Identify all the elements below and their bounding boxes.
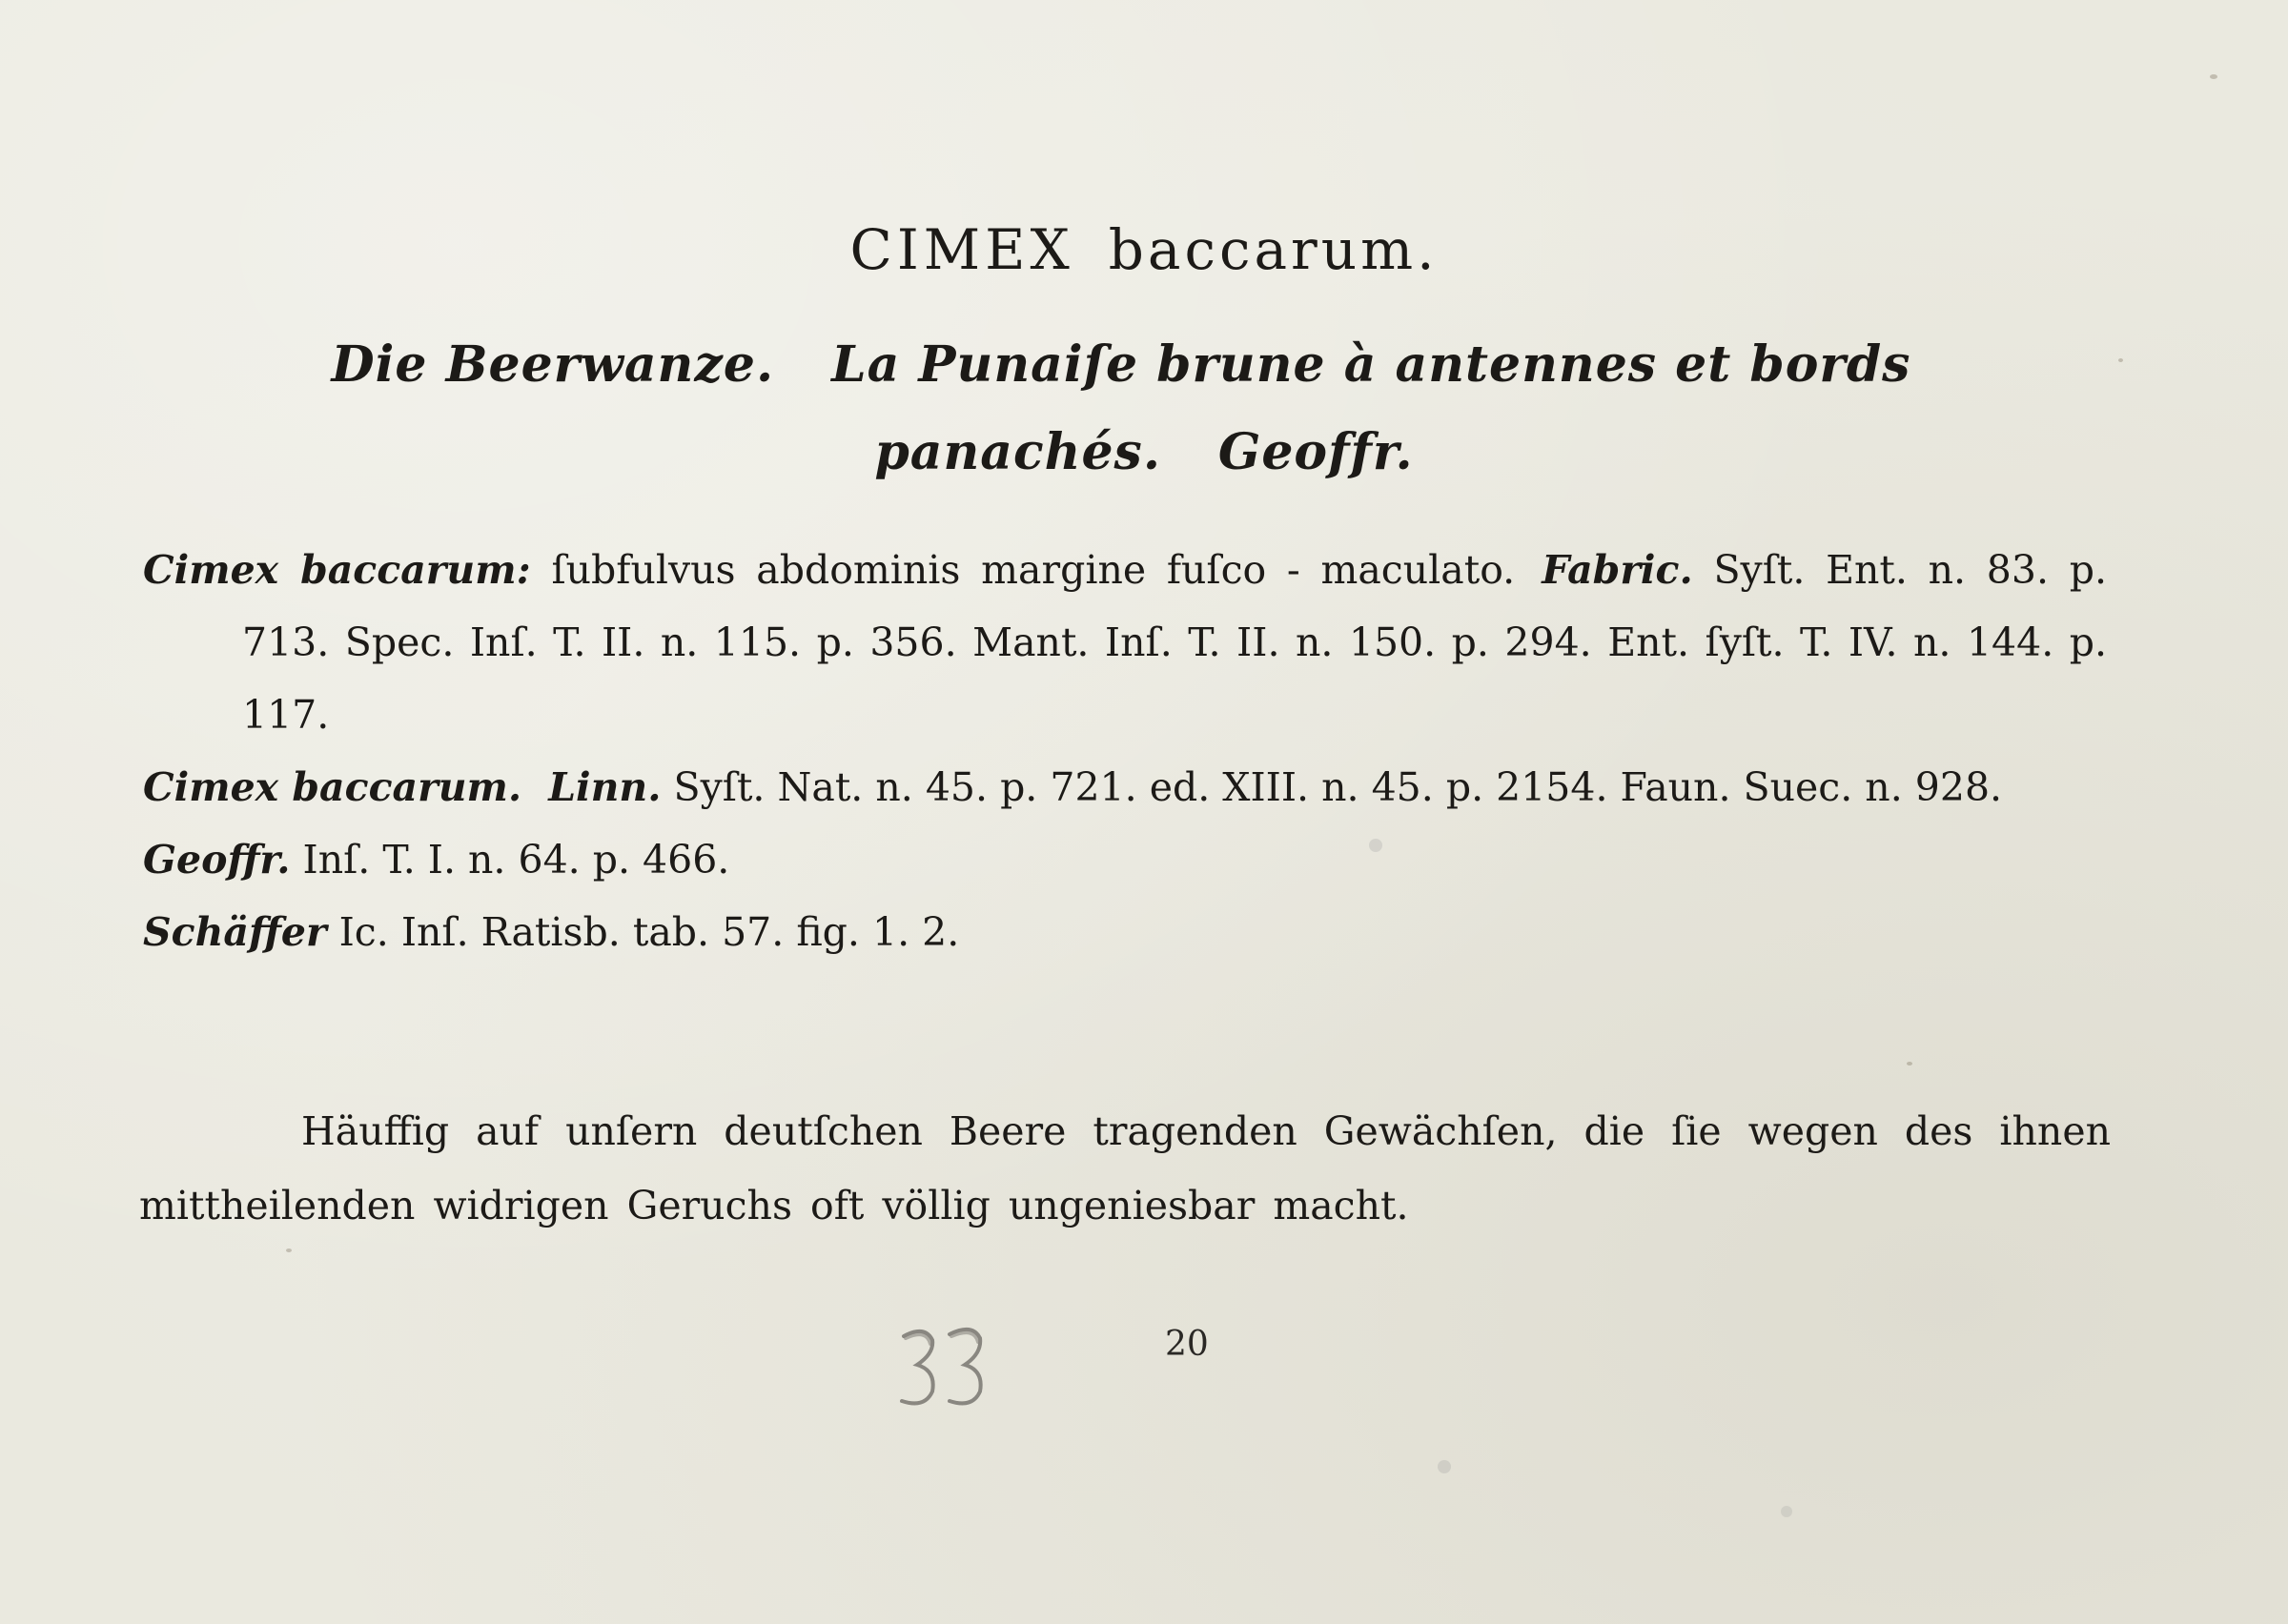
reference-name: Schäffer xyxy=(143,909,327,955)
reference-author: Fabric. xyxy=(1542,547,1693,593)
reference-entry xyxy=(143,896,2107,968)
paper-speck xyxy=(286,1248,292,1252)
paper-speck xyxy=(1438,1460,1451,1473)
reference-name: Cimex baccarum. xyxy=(143,764,522,810)
paper-speck xyxy=(1907,1062,1912,1066)
reference-entry xyxy=(143,751,2107,823)
german-common-name: Die Beerwanze. xyxy=(331,335,775,394)
reference-author: Linn. xyxy=(548,764,662,810)
page-title xyxy=(0,217,2288,282)
subtitle-author: Geoffr. xyxy=(1217,423,1414,481)
subtitle-line-2 xyxy=(0,423,2288,481)
paper-speck xyxy=(1781,1506,1792,1517)
paper-speck xyxy=(1369,839,1382,852)
title-genus: CIMEX xyxy=(849,217,1074,282)
paper-speck xyxy=(2118,358,2123,362)
reference-entry xyxy=(143,823,2107,896)
french-common-name: La Punaiſe brune à antennes et bords xyxy=(831,335,1911,394)
reference-citation: Syſt. Ent. n. 83. p. 713. Spec. Inſ. T. II. n. 115. p. 356. Mant. Inſ. T. II. n. 150. p. 294. Ent. ſyſt. T. IV. n. 144. p. 117. xyxy=(242,547,2107,738)
reference-citation: Inſ. T. I. n. 64. p. 466. xyxy=(302,837,730,883)
reference-citation: Ic. Inſ. Ratisb. tab. 57. fig. 1. 2. xyxy=(338,909,960,955)
reference-name: Cimex baccarum: xyxy=(143,547,531,593)
french-common-name-cont: panachés. xyxy=(874,423,1161,481)
pencil-mark xyxy=(887,1315,1001,1430)
reference-citation: Syſt. Nat. n. 45. p. 721. ed. XIII. n. 45. p. 2154. Faun. Suec. n. 928. xyxy=(673,764,2003,810)
reference-name: Geoffr. xyxy=(143,837,291,883)
reference-list xyxy=(143,534,2107,968)
paper-speck xyxy=(2210,74,2217,79)
subtitle-line-1 xyxy=(0,335,2265,394)
reference-entry xyxy=(143,534,2107,751)
description-paragraph: Häuffig auf unſern deutſchen Beere tragenden Gewächſen, die ſie wegen des ihnen mittheilenden widrigen Geruchs oft völlig ungeniesbar macht. xyxy=(139,1108,2111,1228)
reference-description: ſubfulvus abdominis margine fuſco - maculato. xyxy=(551,547,1516,593)
title-species: baccarum. xyxy=(1108,217,1439,282)
page-number: 20 xyxy=(1165,1325,1209,1364)
